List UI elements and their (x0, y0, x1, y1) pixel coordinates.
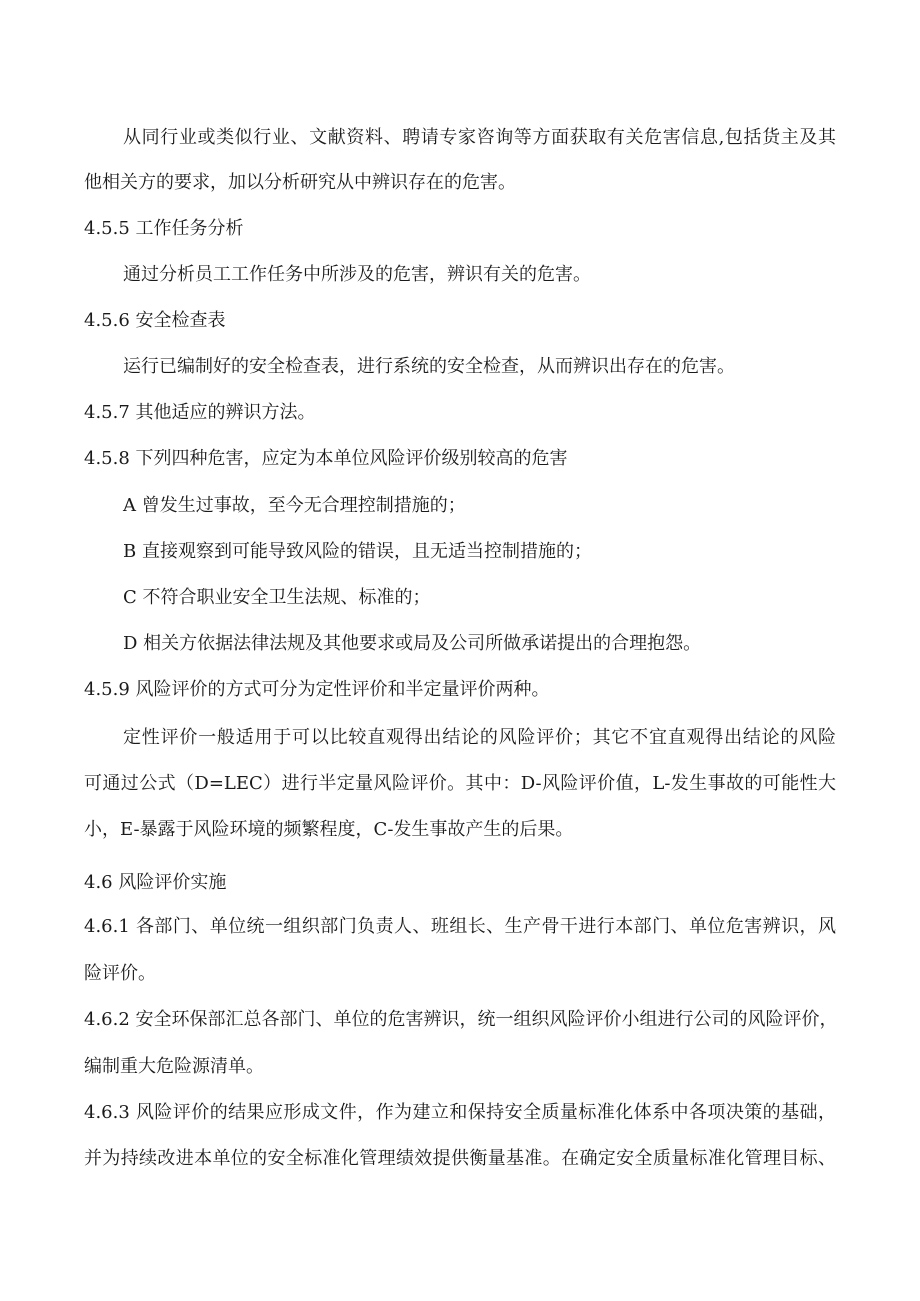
section-heading: 4.5.8 下列四种危害，应定为本单位风险评价级别较高的危害 (84, 448, 568, 469)
paragraph-line: 小，E-暴露于风险环境的频繁程度，C-发生事故产生的后果。 (84, 819, 574, 840)
paragraph-line: 定性评价一般适用于可以比较直观得出结论的风险评价；其它不宜直观得出结论的风险 (123, 727, 836, 748)
section-heading: 4.5.9 风险评价的方式可分为定性评价和半定量评价两种。 (84, 679, 550, 700)
paragraph-line: 通过分析员工工作任务中所涉及的危害，辨识有关的危害。 (123, 264, 591, 285)
list-item: A 曾发生过事故，至今无合理控制措施的； (123, 495, 466, 516)
paragraph-line: 他相关方的要求，加以分析研究从中辨识存在的危害。 (84, 172, 516, 193)
paragraph-line: 编制重大危险源清单。 (84, 1056, 264, 1077)
paragraph-line: 险评价。 (84, 963, 156, 984)
section-heading: 4.6.3 风险评价的结果应形成文件，作为建立和保持安全质量标准化体系中各项决策的基础， (84, 1102, 836, 1123)
paragraph-line: 运行已编制好的安全检查表，进行系统的安全检查，从而辨识出存在的危害。 (123, 356, 735, 377)
section-heading: 4.5.7 其他适应的辨识方法。 (84, 402, 316, 423)
list-item: D 相关方依据法律法规及其他要求或局及公司所做承诺提出的合理抱怨。 (123, 633, 702, 654)
section-heading: 4.6.2 安全环保部汇总各部门、单位的危害辨识，统一组织风险评价小组进行公司的风险评价， (84, 1009, 838, 1030)
list-item: C 不符合职业安全卫生法规、标准的； (123, 587, 431, 608)
section-heading: 4.5.6 安全检查表 (84, 310, 226, 331)
paragraph-line: 并为持续改进本单位的安全标准化管理绩效提供衡量基准。在确定安全质量标准化管理目标、 (84, 1148, 836, 1169)
section-heading: 4.5.5 工作任务分析 (84, 218, 244, 239)
list-item: B 直接观察到可能导致风险的错误，且无适当控制措施的； (123, 541, 592, 562)
paragraph-line: 可通过公式（D=LEC）进行半定量风险评价。其中：D-风险评价值，L-发生事故的可能性大 (84, 773, 836, 794)
section-heading: 4.6 风险评价实施 (84, 872, 227, 893)
paragraph-line: 从同行业或类似行业、文献资料、聘请专家咨询等方面获取有关危害信息,包括货主及其 (123, 127, 836, 148)
section-heading: 4.6.1 各部门、单位统一组织部门负责人、班组长、生产骨干进行本部门、单位危害辨识，风 (84, 916, 836, 937)
